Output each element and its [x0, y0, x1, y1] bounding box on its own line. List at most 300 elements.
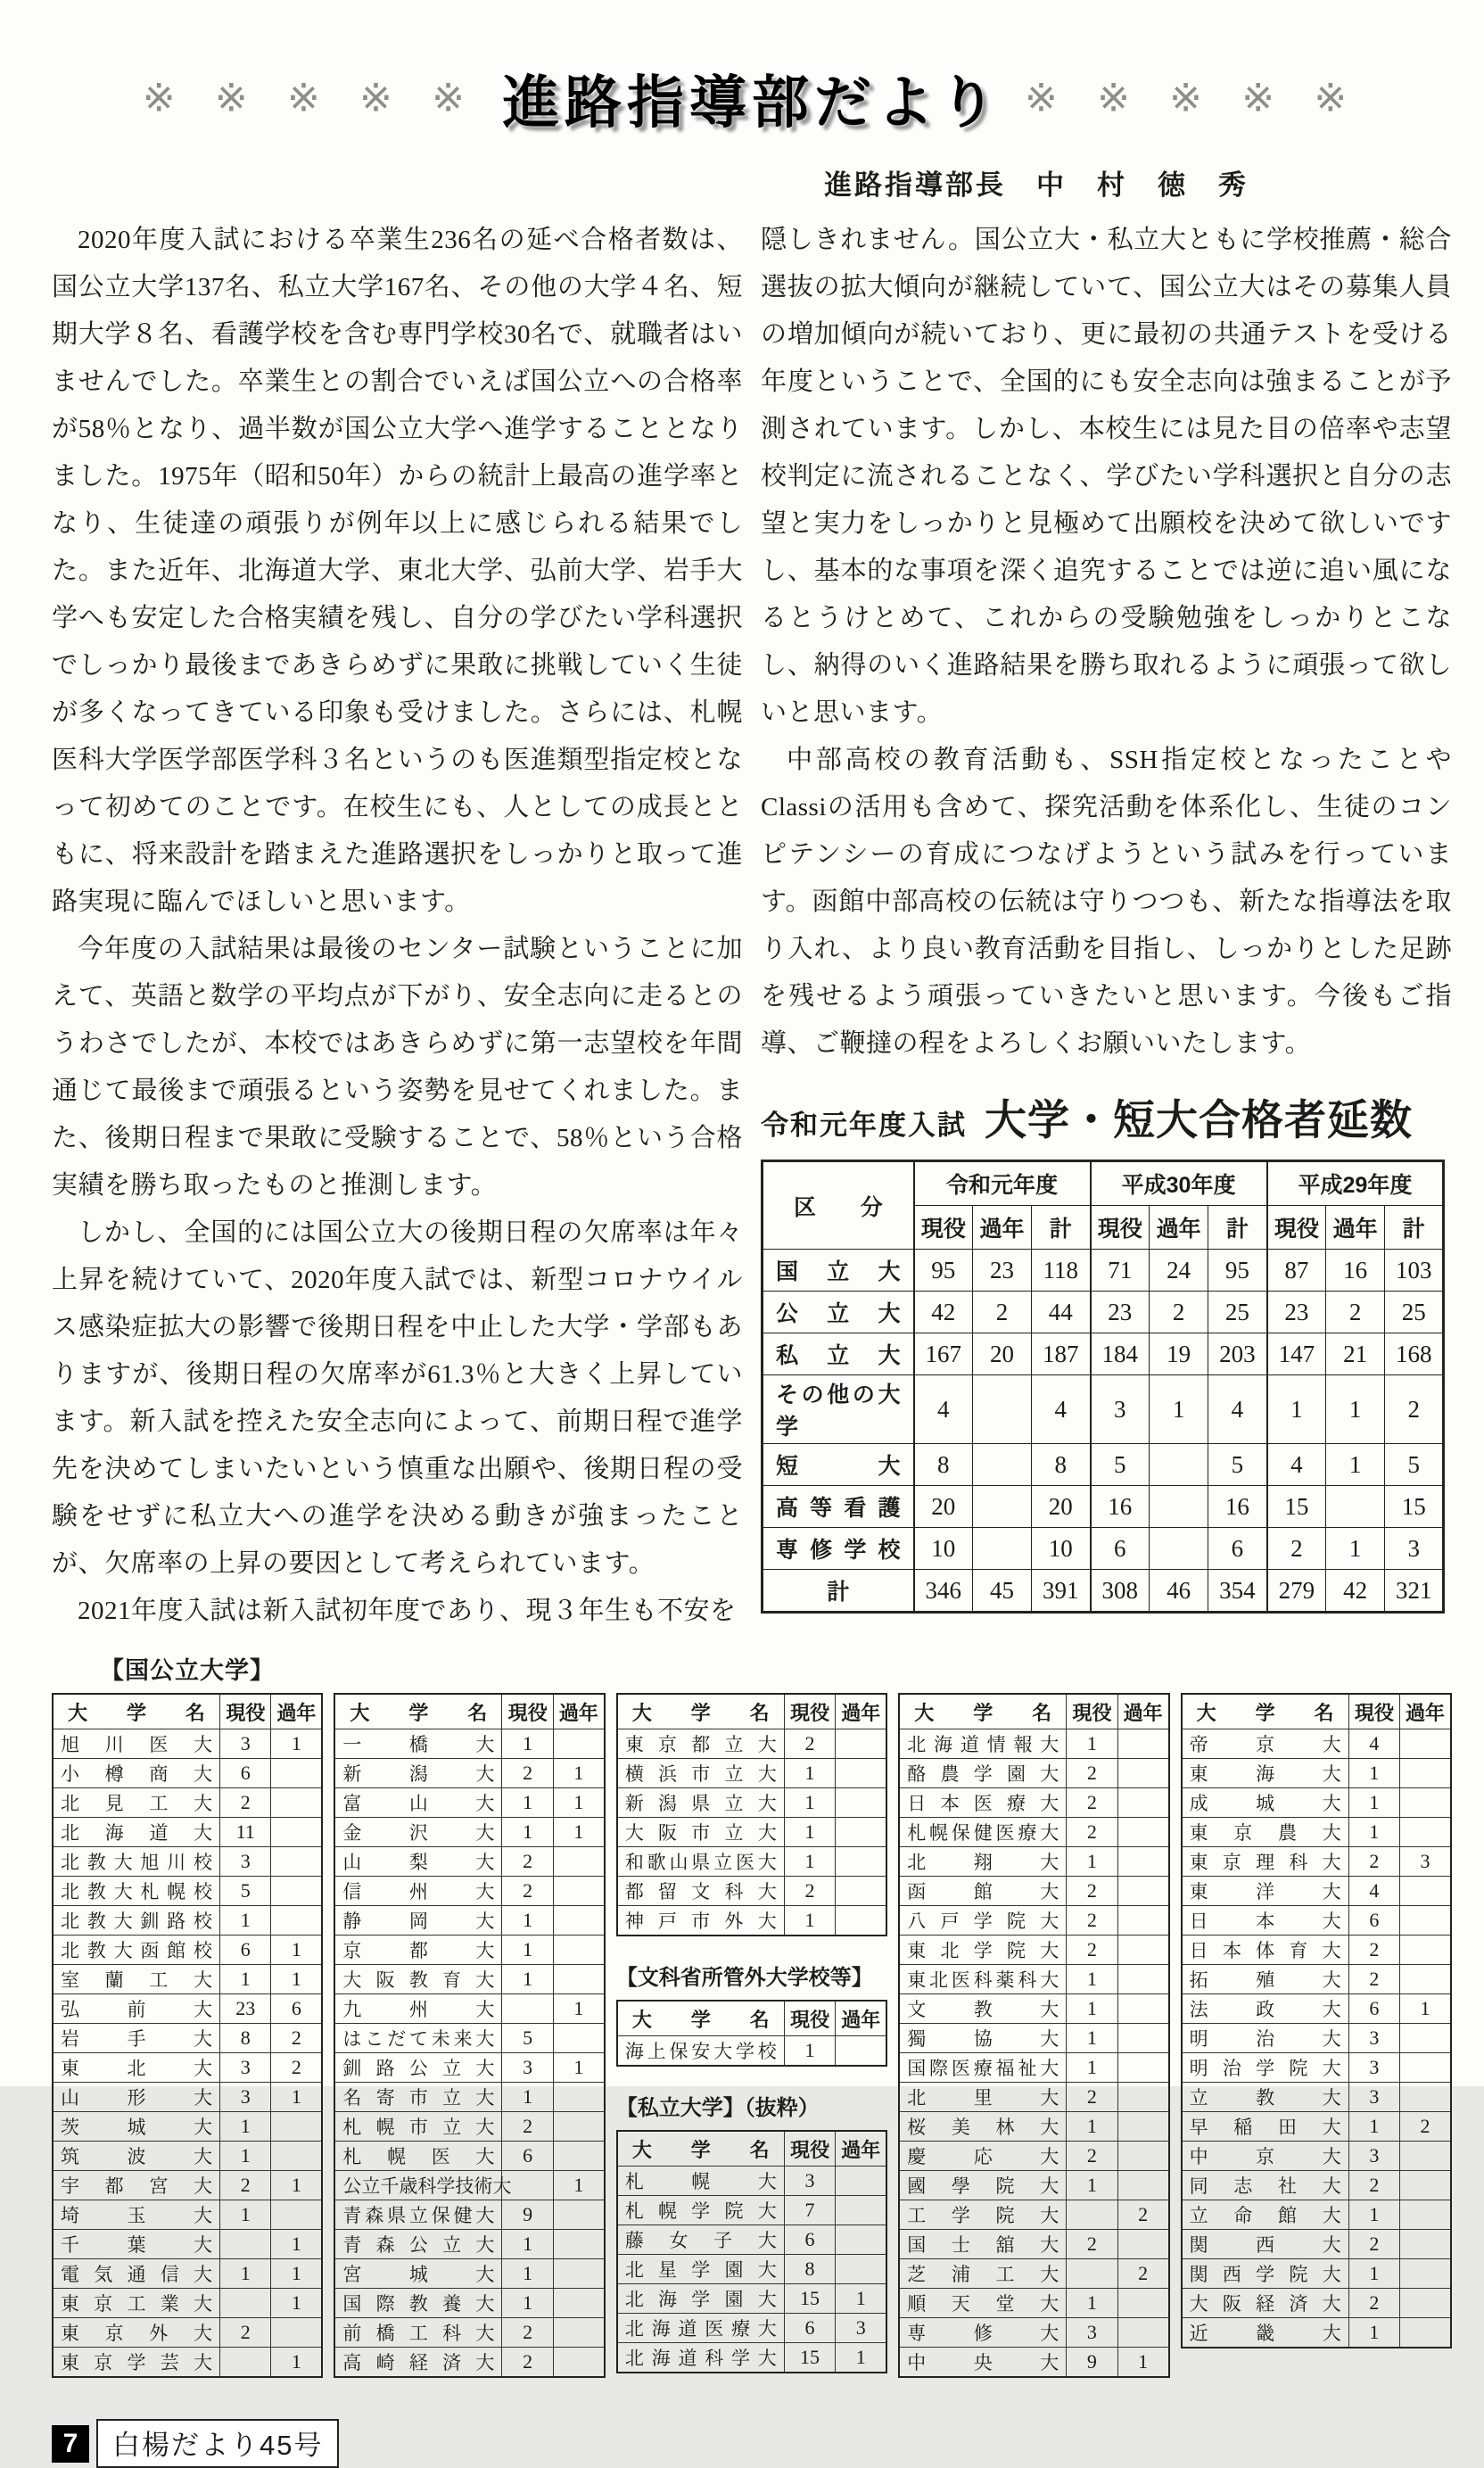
count-cell: 15	[784, 2284, 835, 2314]
count-cell	[553, 1847, 604, 1877]
row-label-cell: 海上保安大学校	[617, 2036, 784, 2067]
row-label-cell: 日本体育大	[1182, 1936, 1348, 1965]
count-cell: 1	[219, 2259, 270, 2289]
count-cell: 1	[502, 1936, 553, 1965]
count-cell: 1	[1067, 1729, 1117, 1759]
count-cell: 1	[271, 1965, 322, 1994]
university-row	[1182, 2171, 1451, 2200]
summary-row	[763, 1375, 1444, 1444]
count-cell	[553, 2142, 604, 2171]
university-row	[617, 1906, 886, 1936]
univ-header-name: 大学名	[334, 1694, 501, 1729]
count-cell: 71	[1091, 1250, 1150, 1292]
count-cell: 1	[1348, 1759, 1399, 1788]
count-cell	[1117, 1759, 1168, 1788]
count-cell: 147	[1267, 1333, 1326, 1375]
count-cell: 321	[1385, 1570, 1444, 1613]
count-cell	[553, 2200, 604, 2230]
row-label-cell: 東京学芸大	[53, 2348, 219, 2378]
university-row	[334, 2318, 604, 2348]
count-cell: 6	[1208, 1528, 1267, 1570]
national-public-table-2	[334, 1693, 605, 2378]
row-label-cell: 新潟大	[334, 1759, 501, 1788]
count-cell: 1	[784, 1906, 835, 1936]
count-cell: 1	[1348, 2112, 1399, 2142]
university-row	[334, 2083, 604, 2112]
count-cell: 6	[271, 1994, 322, 2024]
count-cell: 2	[1348, 1847, 1399, 1877]
count-cell: 3	[1348, 2053, 1399, 2083]
count-cell	[1117, 1965, 1168, 1994]
university-row	[617, 2196, 886, 2225]
row-label-cell: 一橋大	[334, 1729, 501, 1759]
count-cell: 87	[1267, 1250, 1326, 1292]
univ-header-past: 過年	[271, 1694, 322, 1729]
row-label-cell: 札幌保健医療大	[899, 1818, 1066, 1847]
university-row	[1182, 2318, 1451, 2348]
count-cell: 1	[1067, 1847, 1117, 1877]
count-cell: 16	[1208, 1486, 1267, 1528]
university-row	[1182, 1965, 1451, 1994]
row-label-cell: 高等看護	[763, 1486, 914, 1528]
count-cell	[836, 1847, 886, 1877]
university-row	[1182, 2259, 1451, 2289]
count-cell	[973, 1528, 1032, 1570]
univ-header-past: 過年	[553, 1694, 604, 1729]
row-label-cell: 近畿大	[1182, 2318, 1348, 2348]
university-row	[53, 1965, 322, 1994]
row-label-cell: 埼玉大	[53, 2200, 219, 2230]
count-cell: 15	[784, 2343, 835, 2373]
university-row	[899, 1965, 1168, 1994]
count-cell	[271, 1759, 322, 1788]
count-cell: 4	[1208, 1375, 1267, 1444]
row-label-cell: 横浜市立大	[617, 1759, 784, 1788]
count-cell: 2	[1348, 1936, 1399, 1965]
summary-row	[763, 1292, 1444, 1333]
row-label-cell: 北教大札幌校	[53, 1877, 219, 1906]
count-cell: 1	[836, 2343, 886, 2373]
univ-header-past: 過年	[836, 2001, 886, 2036]
university-row	[617, 2255, 886, 2284]
university-row	[334, 2348, 604, 2378]
private-table-2	[898, 1693, 1169, 2378]
count-cell	[1400, 2142, 1451, 2171]
count-cell	[271, 1877, 322, 1906]
count-cell: 2	[784, 1729, 835, 1759]
row-label-cell: 立教大	[1182, 2083, 1348, 2112]
university-row	[617, 1759, 886, 1788]
university-row	[617, 1818, 886, 1847]
university-row	[1182, 1729, 1451, 1759]
count-cell: 1	[1348, 1788, 1399, 1818]
university-row	[617, 1847, 886, 1877]
count-cell	[1117, 2230, 1168, 2259]
row-label-cell: 宮城大	[334, 2259, 501, 2289]
university-row	[53, 1759, 322, 1788]
count-cell	[1400, 1936, 1451, 1965]
count-cell: 4	[1032, 1375, 1091, 1444]
row-label-cell: 北海道大	[53, 1818, 219, 1847]
university-row	[899, 2024, 1168, 2053]
count-cell: 2	[1067, 2230, 1117, 2259]
university-row	[53, 2024, 322, 2053]
count-cell: 2	[1067, 1936, 1117, 1965]
decorative-stars-left-icon: ※ ※ ※ ※ ※	[142, 76, 479, 120]
count-cell: 1	[219, 1965, 270, 1994]
count-cell: 1	[1400, 1994, 1451, 2024]
row-label-cell: 札幌市立大	[334, 2112, 501, 2142]
university-row	[334, 1788, 604, 1818]
summary-sub-header: 現役	[1091, 1206, 1150, 1250]
row-label-cell: 早稲田大	[1182, 2112, 1348, 2142]
summary-corner-header: 区 分	[763, 1161, 914, 1250]
private-table-3	[1181, 1693, 1452, 2348]
row-label-cell: 青森公立大	[334, 2230, 501, 2259]
row-label-cell: 私立大	[763, 1333, 914, 1375]
count-cell	[1400, 1877, 1451, 1906]
count-cell: 2	[1348, 1965, 1399, 1994]
row-label-cell: 明治学院大	[1182, 2053, 1348, 2083]
count-cell: 2	[1117, 2259, 1168, 2289]
row-label-cell: 芝浦工大	[899, 2259, 1066, 2289]
count-cell	[553, 2289, 604, 2318]
row-label-cell: 酪農学園大	[899, 1759, 1066, 1788]
count-cell	[271, 2142, 322, 2171]
count-cell: 2	[502, 1847, 553, 1877]
row-label-cell: 筑波大	[53, 2142, 219, 2171]
row-label-cell: 国士舘大	[899, 2230, 1066, 2259]
count-cell: 1	[502, 2259, 553, 2289]
summary-sub-header: 現役	[914, 1206, 973, 1250]
university-row	[53, 2112, 322, 2142]
row-label-cell: 東北学院大	[899, 1936, 1066, 1965]
count-cell: 23	[219, 1994, 270, 2024]
count-cell	[1400, 1906, 1451, 1936]
count-cell: 1	[1267, 1375, 1326, 1444]
count-cell: 6	[784, 2225, 835, 2255]
page-number-badge: 7	[52, 2425, 89, 2463]
row-label-cell: 関西大	[1182, 2230, 1348, 2259]
count-cell	[1400, 2053, 1451, 2083]
paragraph: 今年度の入試結果は最後のセンター試験ということに加えて、英語と数学の平均点が下がり、安全志向に走るとのうわさでしたが、本校ではあきらめずに第一志望校を年間通じて最後まで頑張るという姿勢を見せてくれました。また、後期日程まで果敢に受験することで、58％という合格実績を勝ち取ったものと推測します。	[52, 935, 743, 1200]
row-label-cell: 北教大旭川校	[53, 1847, 219, 1877]
univ-header-name: 大学名	[899, 1694, 1066, 1729]
university-row	[1182, 2024, 1451, 2053]
university-row	[899, 1759, 1168, 1788]
count-cell: 2	[1067, 1759, 1117, 1788]
summary-sub-header: 過年	[1326, 1206, 1385, 1250]
count-cell: 1	[1348, 2200, 1399, 2230]
summary-sub-header: 計	[1385, 1206, 1444, 1250]
university-row	[334, 1965, 604, 1994]
count-cell: 6	[219, 1759, 270, 1788]
count-cell: 2	[219, 1788, 270, 1818]
row-label-cell: はこだて未来大	[334, 2024, 501, 2053]
count-cell: 2	[1348, 2289, 1399, 2318]
university-row	[617, 1788, 886, 1818]
university-row	[53, 1818, 322, 1847]
summary-row	[763, 1444, 1444, 1486]
count-cell	[836, 1877, 886, 1906]
count-cell: 2	[271, 2024, 322, 2053]
count-cell: 6	[1348, 1994, 1399, 2024]
count-cell: 95	[1208, 1250, 1267, 1292]
count-cell: 2	[502, 2348, 553, 2378]
row-label-cell: 和歌山県立医大	[617, 1847, 784, 1877]
count-cell: 2	[502, 1759, 553, 1788]
summary-sub-header: 計	[1208, 1206, 1267, 1250]
count-cell: 1	[502, 1965, 553, 1994]
count-cell: 1	[784, 1759, 835, 1788]
summary-row	[763, 1486, 1444, 1528]
university-row	[53, 1877, 322, 1906]
university-row	[899, 2083, 1168, 2112]
count-cell	[553, 1906, 604, 1936]
row-label-cell: 東海大	[1182, 1759, 1348, 1788]
row-label-cell: 公立大	[763, 1292, 914, 1333]
row-label-cell: 札幌学院大	[617, 2196, 784, 2225]
univ-header-name: 大学名	[617, 2001, 784, 2036]
row-label-cell: 茨城大	[53, 2112, 219, 2142]
count-cell	[1400, 1788, 1451, 1818]
row-label-cell: 東京農大	[1182, 1818, 1348, 1847]
count-cell: 6	[219, 1936, 270, 1965]
university-row	[334, 2024, 604, 2053]
count-cell	[1117, 2142, 1168, 2171]
count-cell	[1400, 2230, 1451, 2259]
national-public-table-1	[52, 1693, 323, 2378]
count-cell	[836, 2196, 886, 2225]
count-cell: 1	[553, 1788, 604, 1818]
summary-row	[763, 1250, 1444, 1292]
count-cell: 1	[1150, 1375, 1208, 1444]
row-label-cell: 北教大函館校	[53, 1936, 219, 1965]
count-cell	[271, 2112, 322, 2142]
university-row	[617, 2036, 886, 2067]
count-cell: 10	[914, 1528, 973, 1570]
page-header	[52, 57, 1452, 139]
row-label-cell: 明治大	[1182, 2024, 1348, 2053]
count-cell	[1400, 1729, 1451, 1759]
university-row	[617, 1729, 886, 1759]
count-cell: 23	[973, 1250, 1032, 1292]
count-cell: 168	[1385, 1333, 1444, 1375]
count-cell	[553, 2318, 604, 2348]
count-cell: 25	[1208, 1292, 1267, 1333]
university-row	[334, 2053, 604, 2083]
row-label-cell: 獨協大	[899, 2024, 1066, 2053]
count-cell: 23	[1267, 1292, 1326, 1333]
row-label-cell: 札幌医大	[334, 2142, 501, 2171]
article-left-column	[52, 217, 743, 1635]
univ-table-column-5	[1181, 1693, 1452, 2348]
university-row	[53, 2348, 322, 2378]
count-cell	[973, 1486, 1032, 1528]
count-cell: 45	[973, 1570, 1032, 1613]
univ-header-current: 現役	[784, 2131, 835, 2167]
row-label-cell: 桜美林大	[899, 2112, 1066, 2142]
count-cell: 2	[502, 2112, 553, 2142]
university-row	[334, 2230, 604, 2259]
count-cell	[219, 2230, 270, 2259]
university-row	[1182, 1906, 1451, 1936]
university-row	[617, 2284, 886, 2314]
university-row	[334, 1906, 604, 1936]
count-cell: 2	[1067, 1788, 1117, 1818]
count-cell	[836, 1759, 886, 1788]
univ-header-current: 現役	[1348, 1694, 1399, 1729]
row-label-cell: 都留文科大	[617, 1877, 784, 1906]
university-row	[53, 2053, 322, 2083]
row-label-cell: 北海道情報大	[899, 1729, 1066, 1759]
count-cell	[1400, 2200, 1451, 2230]
university-row	[334, 2200, 604, 2230]
university-row	[334, 1936, 604, 1965]
count-cell	[553, 1729, 604, 1759]
univ-header-current: 現役	[219, 1694, 270, 1729]
count-cell	[553, 1965, 604, 1994]
count-cell: 184	[1091, 1333, 1150, 1375]
count-cell	[1117, 1729, 1168, 1759]
count-cell	[1117, 1818, 1168, 1847]
byline-author: 進路指導部長 中 村 徳 秀	[824, 169, 1249, 201]
row-label-cell: 室蘭工大	[53, 1965, 219, 1994]
univ-header-past: 過年	[836, 1694, 886, 1729]
row-label-cell: 北海道科学大	[617, 2343, 784, 2373]
count-cell: 3	[219, 1729, 270, 1759]
count-cell: 2	[1267, 1528, 1326, 1570]
count-cell: 3	[784, 2167, 835, 2196]
university-row	[53, 1788, 322, 1818]
count-cell: 6	[1091, 1528, 1150, 1570]
decorative-stars-right-icon: ※ ※ ※ ※ ※	[1025, 76, 1362, 120]
non-mext-table	[616, 2000, 887, 2067]
univ-header-name: 大学名	[53, 1694, 219, 1729]
summary-row	[763, 1570, 1444, 1613]
univ-table-column-2	[334, 1693, 605, 2378]
count-cell: 9	[1067, 2348, 1117, 2378]
count-cell: 1	[219, 2200, 270, 2230]
count-cell: 3	[1348, 2142, 1399, 2171]
count-cell	[1400, 2171, 1451, 2200]
row-label-cell: 名寄市立大	[334, 2083, 501, 2112]
count-cell	[1117, 1936, 1168, 1965]
summary-year-header: 平成29年度	[1267, 1161, 1444, 1206]
count-cell: 1	[1067, 2053, 1117, 2083]
summary-table-heading	[761, 1087, 1452, 1147]
university-row	[1182, 1847, 1451, 1877]
row-label-cell: 札幌大	[617, 2167, 784, 2196]
count-cell	[271, 1906, 322, 1936]
count-cell: 15	[1267, 1486, 1326, 1528]
univ-table-column-4	[898, 1693, 1169, 2378]
university-row	[334, 2112, 604, 2142]
university-row	[899, 2318, 1168, 2348]
university-row	[899, 2053, 1168, 2083]
university-row	[899, 1906, 1168, 1936]
count-cell	[1117, 2289, 1168, 2318]
count-cell: 1	[271, 2171, 322, 2200]
count-cell: 1	[1348, 1818, 1399, 1847]
count-cell	[271, 2200, 322, 2230]
row-label-cell: 専修学校	[763, 1528, 914, 1570]
univ-header-current: 現役	[784, 2001, 835, 2036]
count-cell	[271, 1847, 322, 1877]
row-label-cell: 釧路公立大	[334, 2053, 501, 2083]
university-row	[53, 2259, 322, 2289]
university-row	[53, 2200, 322, 2230]
count-cell: 95	[914, 1250, 973, 1292]
count-cell: 6	[1348, 1906, 1399, 1936]
count-cell: 6	[784, 2314, 835, 2343]
university-row	[53, 1994, 322, 2024]
count-cell	[1326, 1486, 1385, 1528]
row-label-cell: 慶応大	[899, 2142, 1066, 2171]
summary-sub-header: 過年	[973, 1206, 1032, 1250]
row-label-cell: 北海道医療大	[617, 2314, 784, 2343]
university-row	[1182, 1818, 1451, 1847]
university-row	[899, 1994, 1168, 2024]
count-cell: 8	[1032, 1444, 1091, 1486]
univ-header-name: 大学名	[617, 2131, 784, 2167]
count-cell: 2	[1326, 1292, 1385, 1333]
row-label-cell: 北海学園大	[617, 2284, 784, 2314]
count-cell: 9	[502, 2200, 553, 2230]
row-label-cell: 東京理科大	[1182, 1847, 1348, 1877]
univ-header-name: 大学名	[617, 1694, 784, 1729]
count-cell: 1	[271, 1936, 322, 1965]
univ-header-current: 現役	[1067, 1694, 1117, 1729]
count-cell	[836, 1788, 886, 1818]
row-label-cell: 東京外大	[53, 2318, 219, 2348]
row-label-cell: 大阪市立大	[617, 1818, 784, 1847]
university-row	[334, 1759, 604, 1788]
university-row	[334, 2171, 604, 2200]
count-cell: 1	[836, 2284, 886, 2314]
count-cell: 23	[1091, 1292, 1150, 1333]
count-cell: 25	[1385, 1292, 1444, 1333]
count-cell	[836, 2225, 886, 2255]
count-cell: 3	[502, 2053, 553, 2083]
row-label-cell: 東京都立大	[617, 1729, 784, 1759]
count-cell: 44	[1032, 1292, 1091, 1333]
count-cell: 1	[502, 1906, 553, 1936]
count-cell: 8	[219, 2024, 270, 2053]
private-table-1	[616, 2130, 887, 2373]
row-label-cell: 山梨大	[334, 1847, 501, 1877]
row-label-cell: 日本大	[1182, 1906, 1348, 1936]
paragraph: 中部高校の教育活動も、SSH指定校となったことやClassiの活用も含めて、探究活動を体系化し、生徒のコンピテンシーの育成につなげようという試みを行っています。函館中部高校の伝統は守りつつも、新たな指導法を取り入れ、より良い教育活動を目指し、しっかりとした足跡を残せるよう頑張っていきたいと思います。今後もご指導、ご鞭撻の程をよろしくお願いいたします。	[761, 746, 1452, 1058]
row-label-cell: 同志社大	[1182, 2171, 1348, 2200]
row-label-cell: 静岡大	[334, 1906, 501, 1936]
university-row	[899, 2289, 1168, 2318]
count-cell: 3	[1385, 1528, 1444, 1570]
university-row	[334, 2259, 604, 2289]
count-cell: 3	[1348, 2024, 1399, 2053]
univ-header-name: 大学名	[1182, 1694, 1348, 1729]
row-label-cell: 國學院大	[899, 2171, 1066, 2200]
pass-count-summary-table	[761, 1160, 1445, 1614]
row-label-cell: 青森県立保健大	[334, 2200, 501, 2230]
count-cell	[1117, 1847, 1168, 1877]
row-label-cell: 専修大	[899, 2318, 1066, 2348]
row-label-cell: 文教大	[899, 1994, 1066, 2024]
count-cell	[553, 1877, 604, 1906]
article-right-column	[761, 217, 1452, 1635]
row-label-cell: 弘前大	[53, 1994, 219, 2024]
count-cell	[1117, 2318, 1168, 2348]
